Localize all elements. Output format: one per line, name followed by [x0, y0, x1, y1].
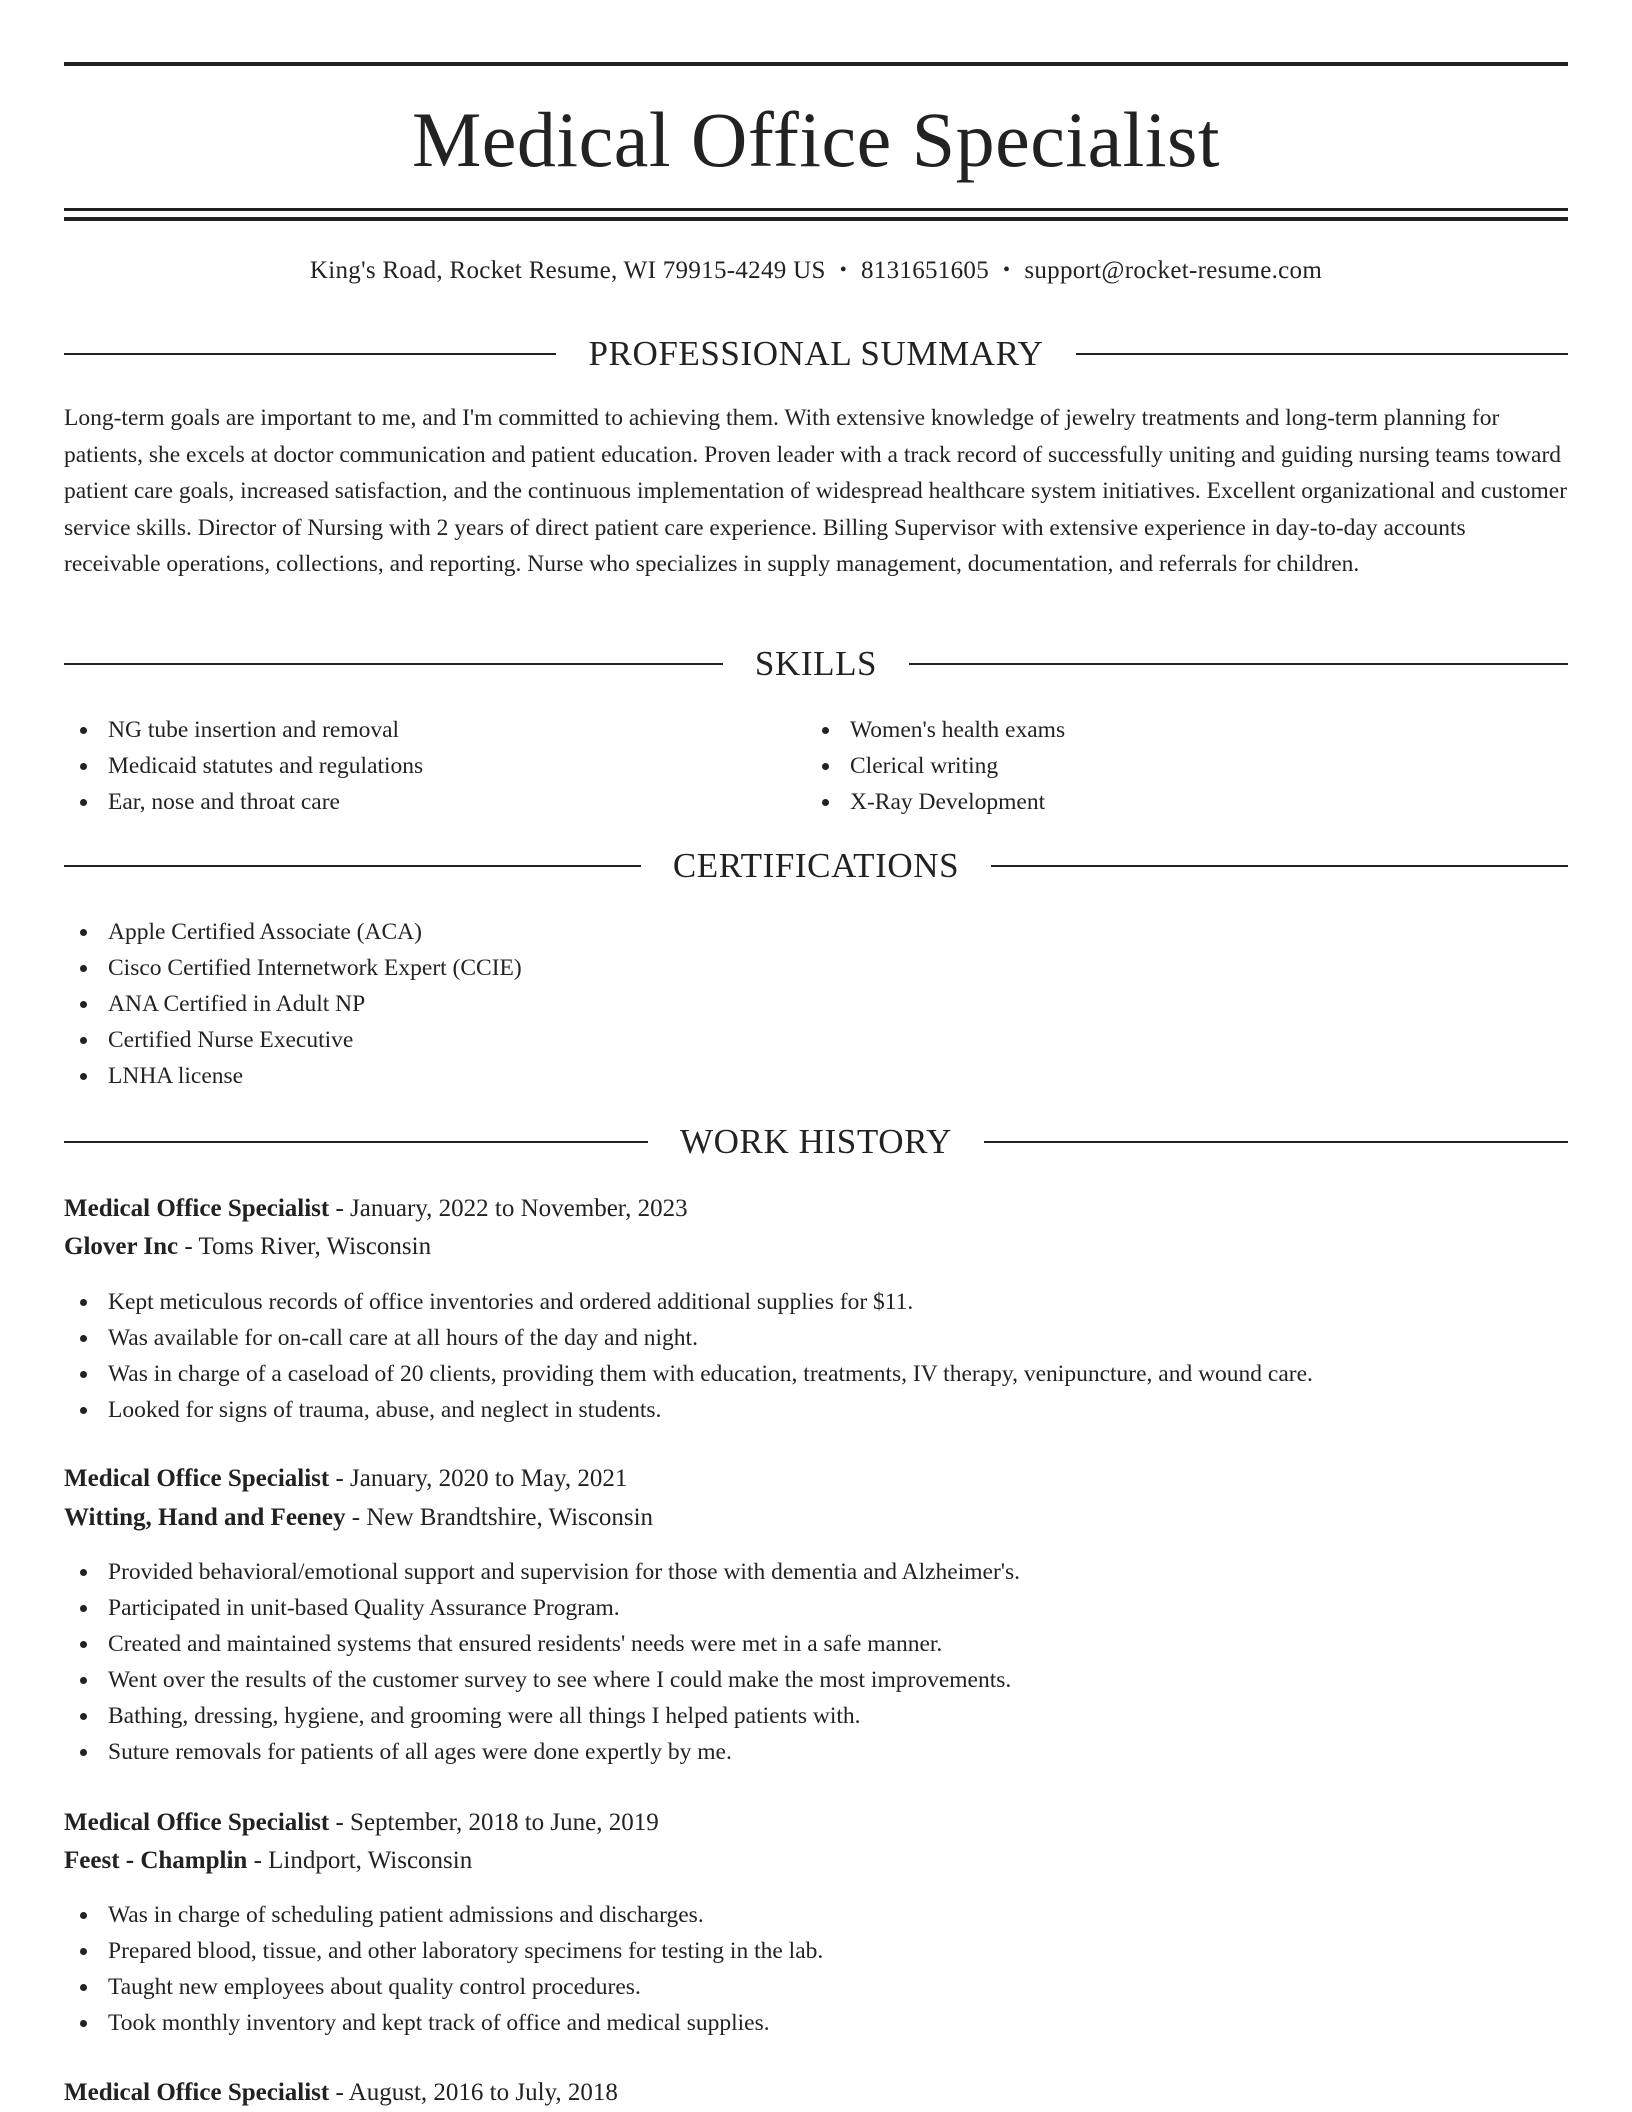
skills-list-right — [806, 712, 1065, 820]
work-history-section-heading — [64, 1120, 1568, 1164]
contact-line — [64, 254, 1568, 289]
job-bullets — [64, 1897, 823, 2041]
certification-item: Certified Nurse Executive — [64, 1022, 522, 1058]
job-title-line — [64, 2076, 618, 2110]
skill-item: Clerical writing — [806, 748, 1065, 784]
job-company: Feest - Champlin — [64, 1847, 248, 1874]
contact-separator: • — [1003, 259, 1011, 281]
job-bullets — [64, 1284, 1313, 1428]
job-title: Medical Office Specialist — [64, 1465, 330, 1492]
title-double-rule — [64, 208, 1568, 221]
skills-list-left — [64, 712, 423, 820]
certification-item: LNHA license — [64, 1058, 522, 1094]
job-bullet: Taught new employees about quality control procedures. — [64, 1969, 823, 2005]
contact-separator: • — [839, 259, 847, 281]
job-bullet: Created and maintained systems that ensured residents' needs were met in a safe manner. — [64, 1626, 1020, 1662]
section-title: CERTIFICATIONS — [672, 846, 960, 885]
job-title: Medical Office Specialist — [64, 1809, 330, 1836]
job-company: Witting, Hand and Feeney — [64, 1504, 346, 1531]
job-bullet: Looked for signs of trauma, abuse, and neglect in students. — [64, 1392, 1313, 1428]
contact-phone: 8131651605 — [861, 257, 989, 284]
job-title-line — [64, 1806, 659, 1840]
job-location: - Toms River, Wisconsin — [184, 1233, 432, 1260]
job-company-line — [64, 1230, 431, 1264]
job-title-line — [64, 1192, 688, 1226]
skill-item: Ear, nose and throat care — [64, 784, 423, 820]
certifications-list — [64, 914, 522, 1094]
job-title-line — [64, 1462, 627, 1496]
section-title: PROFESSIONAL SUMMARY — [588, 334, 1044, 373]
certifications-section-heading — [64, 844, 1568, 888]
job-bullet: Bathing, dressing, hygiene, and grooming were all things I helped patients with. — [64, 1698, 1020, 1734]
job-bullet: Took monthly inventory and kept track of office and medical supplies. — [64, 2005, 823, 2041]
page-title: Medical Office Specialist — [411, 96, 1221, 183]
job-title: Medical Office Specialist — [64, 2079, 330, 2106]
job-bullet: Participated in unit-based Quality Assurance Program. — [64, 1590, 1020, 1626]
job-bullet: Was available for on-call care at all hours of the day and night. — [64, 1320, 1313, 1356]
divider — [64, 865, 641, 867]
skill-item: NG tube insertion and removal — [64, 712, 423, 748]
certification-item: Apple Certified Associate (ACA) — [64, 914, 522, 950]
job-location: - New Brandtshire, Wisconsin — [351, 1504, 654, 1531]
job-company-line — [64, 1501, 653, 1535]
job-dates: - September, 2018 to June, 2019 — [335, 1809, 659, 1836]
summary-text: Long-term goals are important to me, and I'm committed to achieving them. With extensive knowledge of jewelry treatments and long-term planning for patients, she excels at doctor communication and patient education. Proven leader with a track record of successfully uniting and guiding nursing teams toward patient care goals, increased satisfaction, and the continuous implementation of widespread healthcare system initiatives. Excellent organizational and customer service skills. Director of Nursing with 2 years of direct patient care experience. Billing Supervisor with extensive experience in day-to-day accounts receivable operations, collections, and reporting. Nurse who specializes in supply management, documentation, and referrals for children. — [64, 405, 1568, 577]
certification-item: ANA Certified in Adult NP — [64, 986, 522, 1022]
divider — [64, 663, 723, 665]
job-bullets — [64, 1554, 1020, 1770]
job-bullet: Was in charge of scheduling patient admissions and discharges. — [64, 1897, 823, 1933]
job-bullet: Prepared blood, tissue, and other laboratory specimens for testing in the lab. — [64, 1933, 823, 1969]
job-bullet: Provided behavioral/emotional support and supervision for those with dementia and Alzheimer's. — [64, 1554, 1020, 1590]
summary-section-heading — [64, 332, 1568, 376]
skill-item: Women's health exams — [806, 712, 1065, 748]
divider — [64, 353, 556, 355]
contact-address: King's Road, Rocket Resume, WI 79915-4249 US — [309, 257, 826, 284]
job-company: Glover Inc — [64, 1233, 179, 1260]
job-company-line — [64, 1844, 472, 1878]
divider — [64, 1141, 648, 1143]
skills-section-heading — [64, 642, 1568, 686]
divider — [991, 865, 1568, 867]
divider — [909, 663, 1568, 665]
certification-item: Cisco Certified Internetwork Expert (CCIE) — [64, 950, 522, 986]
job-bullet: Went over the results of the customer survey to see where I could make the most improvements. — [64, 1662, 1020, 1698]
job-location: - Lindport, Wisconsin — [253, 1847, 473, 1874]
skill-item: Medicaid statutes and regulations — [64, 748, 423, 784]
job-bullet: Suture removals for patients of all ages were done expertly by me. — [64, 1734, 1020, 1770]
job-dates: - August, 2016 to July, 2018 — [335, 2079, 618, 2106]
section-title: SKILLS — [754, 644, 878, 683]
contact-email: support@rocket-resume.com — [1024, 257, 1323, 284]
job-dates: - January, 2022 to November, 2023 — [335, 1195, 688, 1222]
job-bullet: Was in charge of a caseload of 20 clients, providing them with education, treatments, IV therapy, venipuncture, and wound care. — [64, 1356, 1313, 1392]
job-dates: - January, 2020 to May, 2021 — [335, 1465, 628, 1492]
section-title: WORK HISTORY — [680, 1122, 952, 1161]
divider — [984, 1141, 1568, 1143]
job-bullet: Kept meticulous records of office inventories and ordered additional supplies for $11. — [64, 1284, 1313, 1320]
skill-item: X-Ray Development — [806, 784, 1065, 820]
top-rule — [64, 62, 1568, 66]
divider — [1076, 353, 1568, 355]
job-title: Medical Office Specialist — [64, 1195, 330, 1222]
